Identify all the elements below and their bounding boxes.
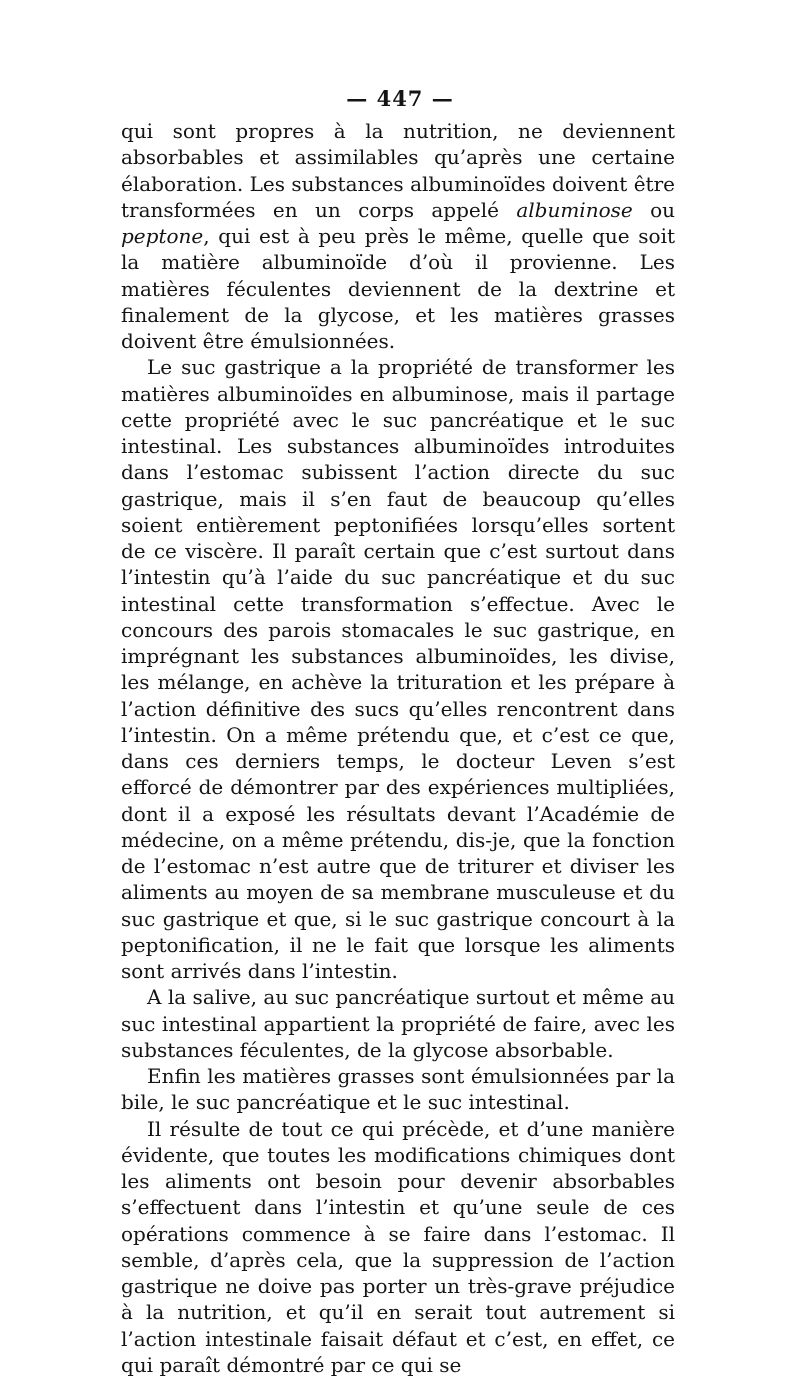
page-body bbox=[121, 118, 675, 1378]
italic-term-albuminose: albuminose bbox=[516, 198, 632, 222]
text-run: , qui est à peu près le même, quelle que soit la matière albuminoïde d’où il provienne. Les matières féculentes deviennent de la dextrine et finalement de la glycose, et les matières grasses doivent être émulsionnées. bbox=[121, 224, 675, 353]
text-run: ou bbox=[633, 198, 675, 222]
paragraph-2: Le suc gastrique a la propriété de transformer les matières albuminoïdes en albuminose, mais il partage cette propriété avec le suc pancréatique et le suc intestinal. Les substances albuminoïdes introduites dans l’estomac subissent l’action directe du suc gastrique, mais il s’en faut de beaucoup qu’elles soient entièrement peptonifiées lorsqu’elles sortent de ce viscère. Il paraît certain que c’est surtout dans l’intestin qu’à l’aide du suc pancréatique et du suc intestinal cette transformation s’effectue. Avec le concours des parois stomacales le suc gastrique, en imprégnant les substances albuminoïdes, les divise, les mélange, en achève la trituration et les prépare à l’action définitive des sucs qu’elles rencontrent dans l’intestin. On a même prétendu que, et c’est ce que, dans ces derniers temps, le docteur Leven s’est efforcé de démontrer par des expériences multipliées, dont il a exposé les résultats devant l’Académie de médecine, on a même prétendu, dis-je, que la fonction de l’estomac n’est autre que de triturer et diviser les aliments au moyen de sa membrane musculeuse et du suc gastrique et que, si le suc gastrique concourt à la peptonification, il ne le fait que lorsque les aliments sont arrivés dans l’intestin. bbox=[121, 354, 675, 984]
paragraph-3: A la salive, au suc pancréatique surtout et même au suc intestinal appartient la propriété de faire, avec les substances féculentes, de la glycose absorbable. bbox=[121, 984, 675, 1063]
paragraph-5: Il résulte de tout ce qui précède, et d’une manière évidente, que toutes les modifications chimiques dont les aliments ont besoin pour devenir absorbables s’effectuent dans l’intestin et qu’une seule de ces opérations commence à se faire dans l’estomac. Il semble, d’après cela, que la suppression de l’action gastrique ne doive pas porter un très-grave préjudice à la nutrition, et qu’il en serait tout autrement si l’action intestinale faisait défaut et c’est, en effet, ce qui paraît démontré par ce qui se bbox=[121, 1116, 675, 1378]
paragraph-4: Enfin les matières grasses sont émulsionnées par la bile, le suc pancréatique et le suc intestinal. bbox=[121, 1063, 675, 1116]
page-number: — 447 — bbox=[0, 86, 800, 111]
italic-term-peptone: peptone bbox=[121, 224, 203, 248]
paragraph-1 bbox=[121, 118, 675, 354]
text-run: qui sont propres à la nutrition, ne deviennent absorbables et assimilables qu’après une certaine élaboration. Les substances albuminoïdes doivent être transformées en un corps appelé bbox=[121, 119, 675, 222]
